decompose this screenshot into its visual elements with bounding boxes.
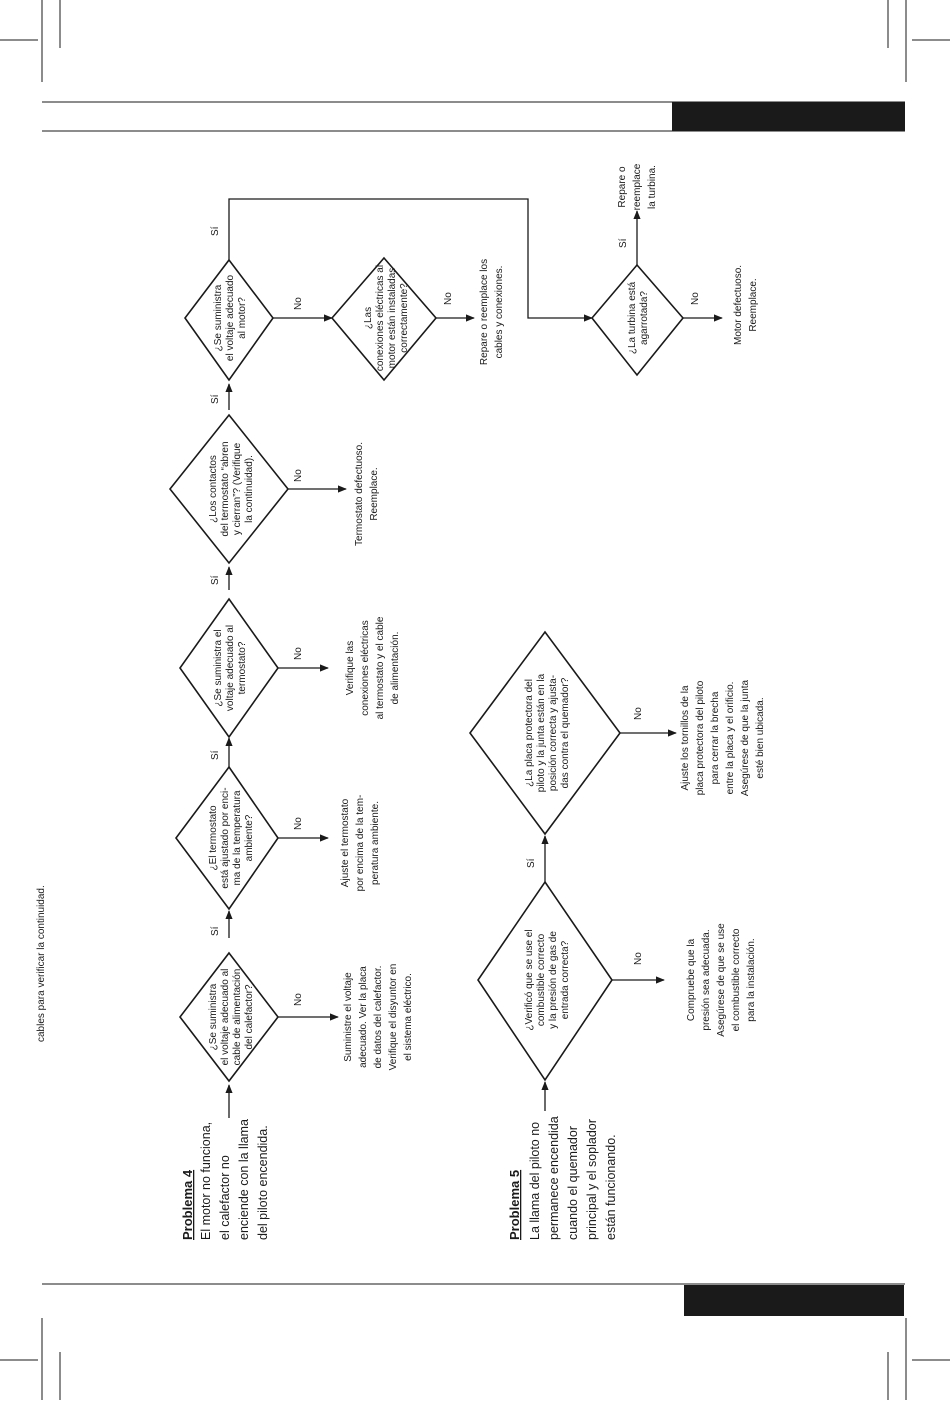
svg-text:Verifique lasconexiones eléctr: Verifique las conexiones eléctricas al termostato y el cable de alimentación. — [345, 616, 401, 720]
decision-fuel-pressure — [524, 929, 571, 1030]
action-supply-voltage — [343, 964, 414, 1071]
action-adjust-pilot-plate — [680, 679, 766, 796]
svg-text:¿El termostatoestá ajustado po: ¿El termostatoestá ajustado por enci-ma de la temperaturaambiente? — [208, 787, 255, 889]
svg-text:¿Verificó que se use elcombust: ¿Verificó que se use elcombustible correctoy la presión de gas deentrada correcta? — [524, 929, 571, 1031]
action-repair-cables — [479, 259, 505, 365]
problem5-title: Problema 5 — [507, 1169, 522, 1240]
svg-text:¿La placa protectora delpiloto: ¿La placa protectora delpiloto y la junta están en laposición correcta y ajusta-das contra el quemador? — [524, 673, 571, 793]
problem4-title: Problema 4 — [180, 1169, 195, 1240]
problem4-heading — [180, 1169, 195, 1240]
problem4-description — [199, 1119, 270, 1240]
no-label: No — [293, 297, 304, 310]
action-adjust-thermostat — [340, 795, 381, 892]
yes-label: Sí — [210, 926, 221, 936]
footer-tab — [684, 1285, 904, 1316]
svg-text:¿Lasconexiones eléctricas almo: ¿Lasconexiones eléctricas almotor están instaladascorrectamente? — [363, 264, 410, 372]
yes-label: Sí — [618, 238, 629, 248]
svg-text:El motor no funciona,el calefa: El motor no funciona, el calefactor no enciende con la llama del piloto encendida. — [199, 1119, 270, 1240]
action-check-thermostat-wiring — [345, 616, 401, 719]
yes-label: Sí — [210, 226, 221, 236]
svg-text:Repare o reemplace loscables y: Repare o reemplace los cables y conexiones. — [479, 258, 505, 366]
decision-thermostat-contacts — [208, 441, 255, 536]
yes-label: Sí — [210, 394, 221, 404]
svg-text:¿La turbina estáagarrotada?: ¿La turbina estáagarrotada? — [627, 281, 650, 355]
svg-text:¿Se suministra elvoltaje adecu: ¿Se suministra elvoltaje adecuado altermostato? — [213, 624, 248, 712]
no-label: No — [633, 952, 644, 965]
svg-text:Suministre el voltajeadecuado.: Suministre el voltaje adecuado. Ver la placa de datos del calefactor. Verifique el disyuntor en el sistema eléctrico. — [343, 963, 414, 1071]
svg-text:¿Los contactosdel termostato “: ¿Los contactosdel termostato “abreny cierran”? (Verifiquela continuidad). — [208, 441, 255, 537]
no-label: No — [293, 469, 304, 482]
action-repair-turbine — [617, 163, 658, 210]
action-check-gas-pressure — [686, 923, 757, 1037]
svg-text:Termostato defectuoso.Reemplac: Termostato defectuoso. Reemplace. — [354, 442, 380, 546]
no-label: No — [293, 647, 304, 660]
svg-text:¿Se suministrael voltaje adecu: ¿Se suministrael voltaje adecuadoal motor? — [213, 274, 248, 362]
svg-text:La llama del piloto nopermanec: La llama del piloto no permanece encendida cuando el quemador principal y el soplador están funcionando. — [528, 1116, 618, 1240]
decision-pilot-plate — [524, 673, 571, 792]
no-label: No — [293, 993, 304, 1006]
svg-text:Repare oreemplacela turbina.: Repare o reemplace la turbina. — [617, 163, 658, 211]
svg-text:Compruebe que lapresión sea ad: Compruebe que la presión sea adecuada. Asegúrese de que se use el combustible correcto para la instalación. — [686, 923, 757, 1037]
yes-label: Sí — [526, 858, 537, 868]
no-label: No — [293, 817, 304, 830]
decision-turbine — [627, 281, 650, 354]
no-label: No — [633, 707, 644, 720]
yes-label: Sí — [210, 750, 221, 760]
problem5-heading — [507, 1170, 522, 1240]
svg-text:Motor defectuoso.Reemplace.: Motor defectuoso. Reemplace. — [733, 264, 759, 346]
margin-note: cables para verificar la continuidad. — [36, 885, 47, 1042]
svg-text:¿Se suministrael voltaje adecu: ¿Se suministrael voltaje adecuado alcable de alimentacióndel calefactor? — [208, 968, 255, 1066]
action-replace-thermostat — [354, 442, 380, 546]
header-tab — [672, 102, 905, 131]
no-label: No — [443, 292, 454, 305]
yes-label: Sí — [210, 575, 221, 585]
problem5-description — [528, 1116, 618, 1240]
svg-text:Ajuste el termostatopor encima: Ajuste el termostato por encima de la tem- peratura ambiente. — [340, 794, 381, 892]
svg-text:Ajuste los tornillos de laplac: Ajuste los tornillos de la placa protectora del piloto para cerrar la brecha entre la placa y el orificio. Asegúrese de que la junta esté bien ubicada. — [680, 679, 766, 797]
no-label: No — [690, 292, 701, 305]
action-replace-motor — [733, 265, 759, 345]
